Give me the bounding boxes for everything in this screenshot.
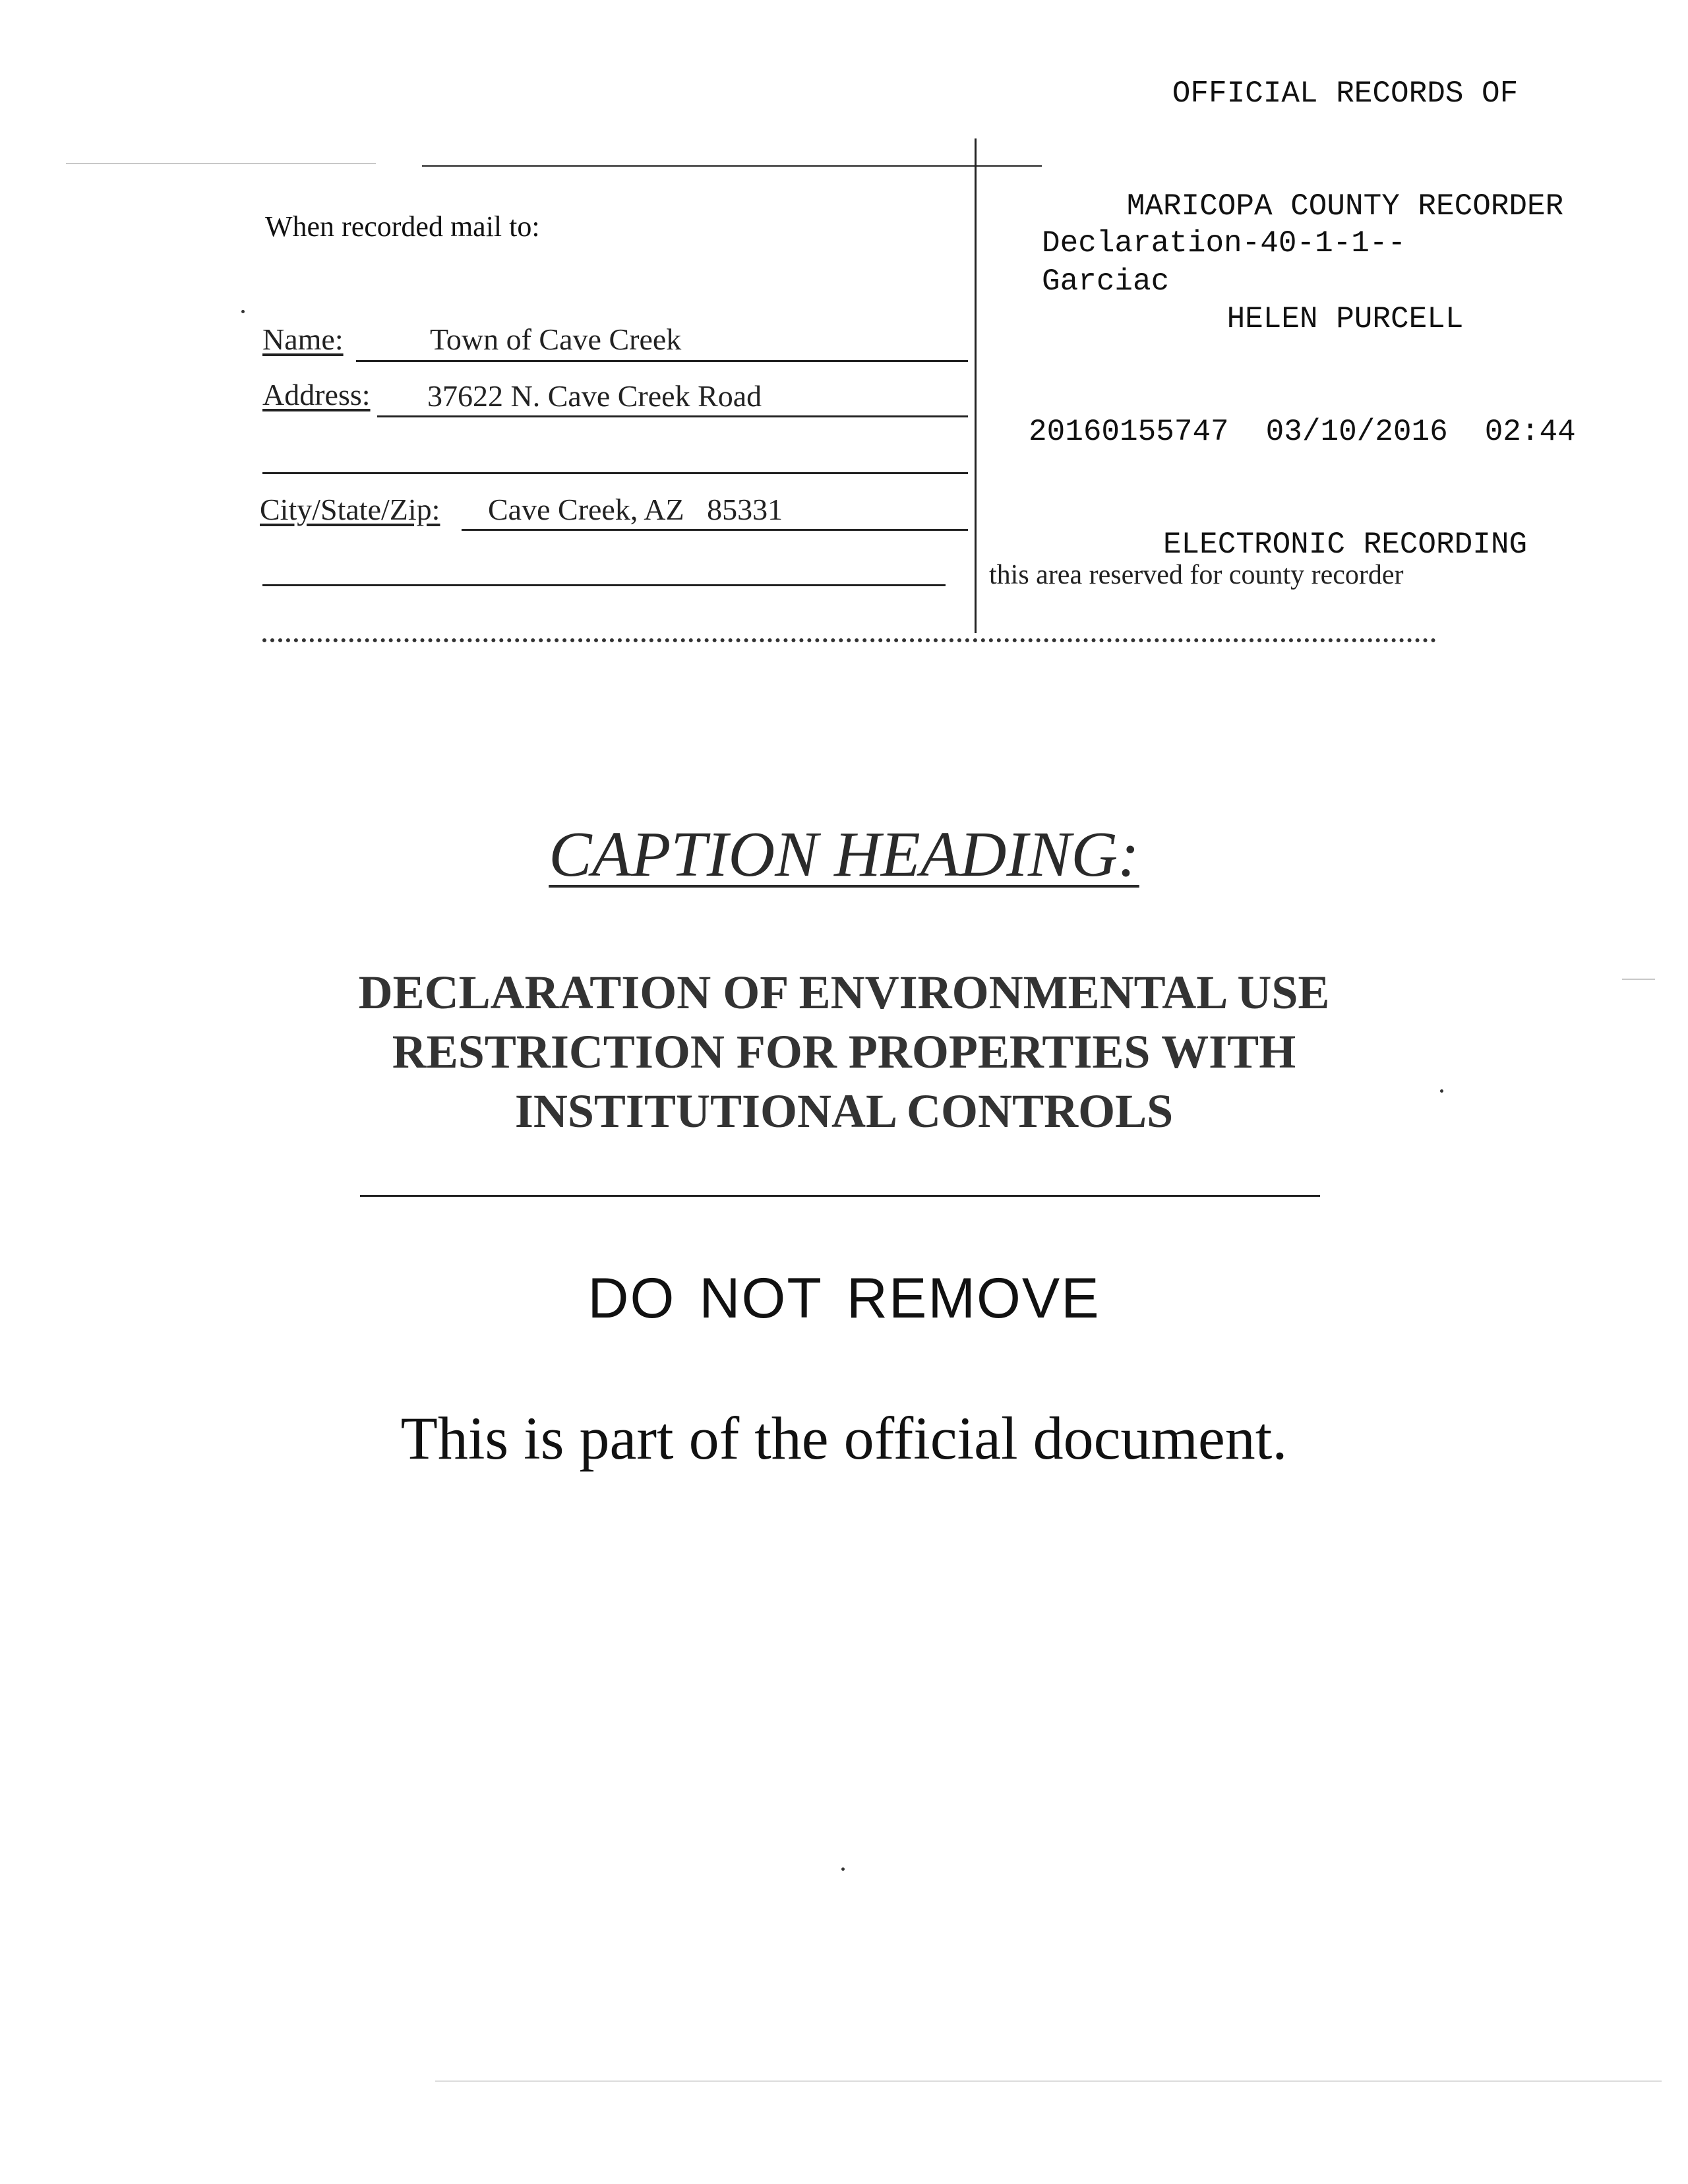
- scan-mark-bottom: [435, 2080, 1662, 2082]
- record-time: 02:44: [1484, 415, 1576, 449]
- name-line: [356, 360, 968, 362]
- document-reference-line-2: Garciac: [1042, 264, 1170, 299]
- county-recorder-reserved-note: this area reserved for county recorder: [989, 560, 1404, 590]
- name-value: Town of Cave Creek: [430, 322, 682, 356]
- header-top-rule: [422, 165, 1042, 167]
- header-dotted-separator: [262, 638, 1436, 642]
- city-state-zip-line: [462, 529, 968, 531]
- notice-word-not: NOT: [699, 1267, 823, 1330]
- record-date: 03/10/2016: [1265, 415, 1448, 449]
- stamp-record-line: [1029, 413, 1662, 451]
- caption-heading-text: CAPTION HEADING:: [549, 819, 1139, 890]
- official-document-statement: This is part of the official document.: [400, 1405, 1288, 1472]
- title-rule: [360, 1195, 1320, 1197]
- scan-mark-right: [1622, 979, 1655, 980]
- scan-mark-top-left: [66, 163, 376, 164]
- record-number: 20160155747: [1029, 415, 1229, 449]
- scan-speck: [1440, 1089, 1443, 1093]
- document-reference-line-1: Declaration-40-1-1--: [1042, 226, 1406, 260]
- declaration-title-line-3: INSTITUTIONAL CONTROLS: [514, 1085, 1174, 1138]
- do-not-remove-notice: [0, 1266, 1688, 1331]
- stamp-line-official-records: OFFICIAL RECORDS OF: [1172, 76, 1519, 111]
- blank-line: [262, 472, 968, 474]
- stamp-line-county-recorder: MARICOPA COUNTY RECORDER: [1126, 189, 1564, 224]
- address-label: Address:: [262, 378, 371, 411]
- scan-speck: [241, 310, 245, 313]
- mail-to-heading: When recorded mail to:: [265, 210, 540, 243]
- address-value: 37622 N. Cave Creek Road: [427, 379, 762, 413]
- notice-word-remove: REMOVE: [846, 1267, 1100, 1330]
- city-state-zip-label: City/State/Zip:: [260, 493, 440, 526]
- notice-word-do: DO: [588, 1267, 676, 1330]
- bottom-blank-line: [262, 584, 946, 586]
- stamp-recording-type: ELECTRONIC RECORDING: [1162, 528, 1528, 562]
- recorder-stamp: [1029, 0, 1662, 601]
- declaration-title: [290, 963, 1398, 1141]
- caption-heading: [0, 818, 1688, 892]
- header-divider: [975, 138, 977, 633]
- declaration-title-line-2: RESTRICTION FOR PROPERTIES WITH: [392, 1025, 1296, 1078]
- stamp-line-recorder-name: HELEN PURCELL: [1226, 302, 1464, 336]
- city-state-zip-value: Cave Creek, AZ 85331: [488, 493, 783, 526]
- address-line: [377, 415, 968, 417]
- scan-speck: [841, 1867, 845, 1871]
- document-reference: [1042, 224, 1406, 301]
- name-label: Name:: [262, 322, 344, 356]
- declaration-title-line-1: DECLARATION OF ENVIRONMENTAL USE: [358, 966, 1330, 1019]
